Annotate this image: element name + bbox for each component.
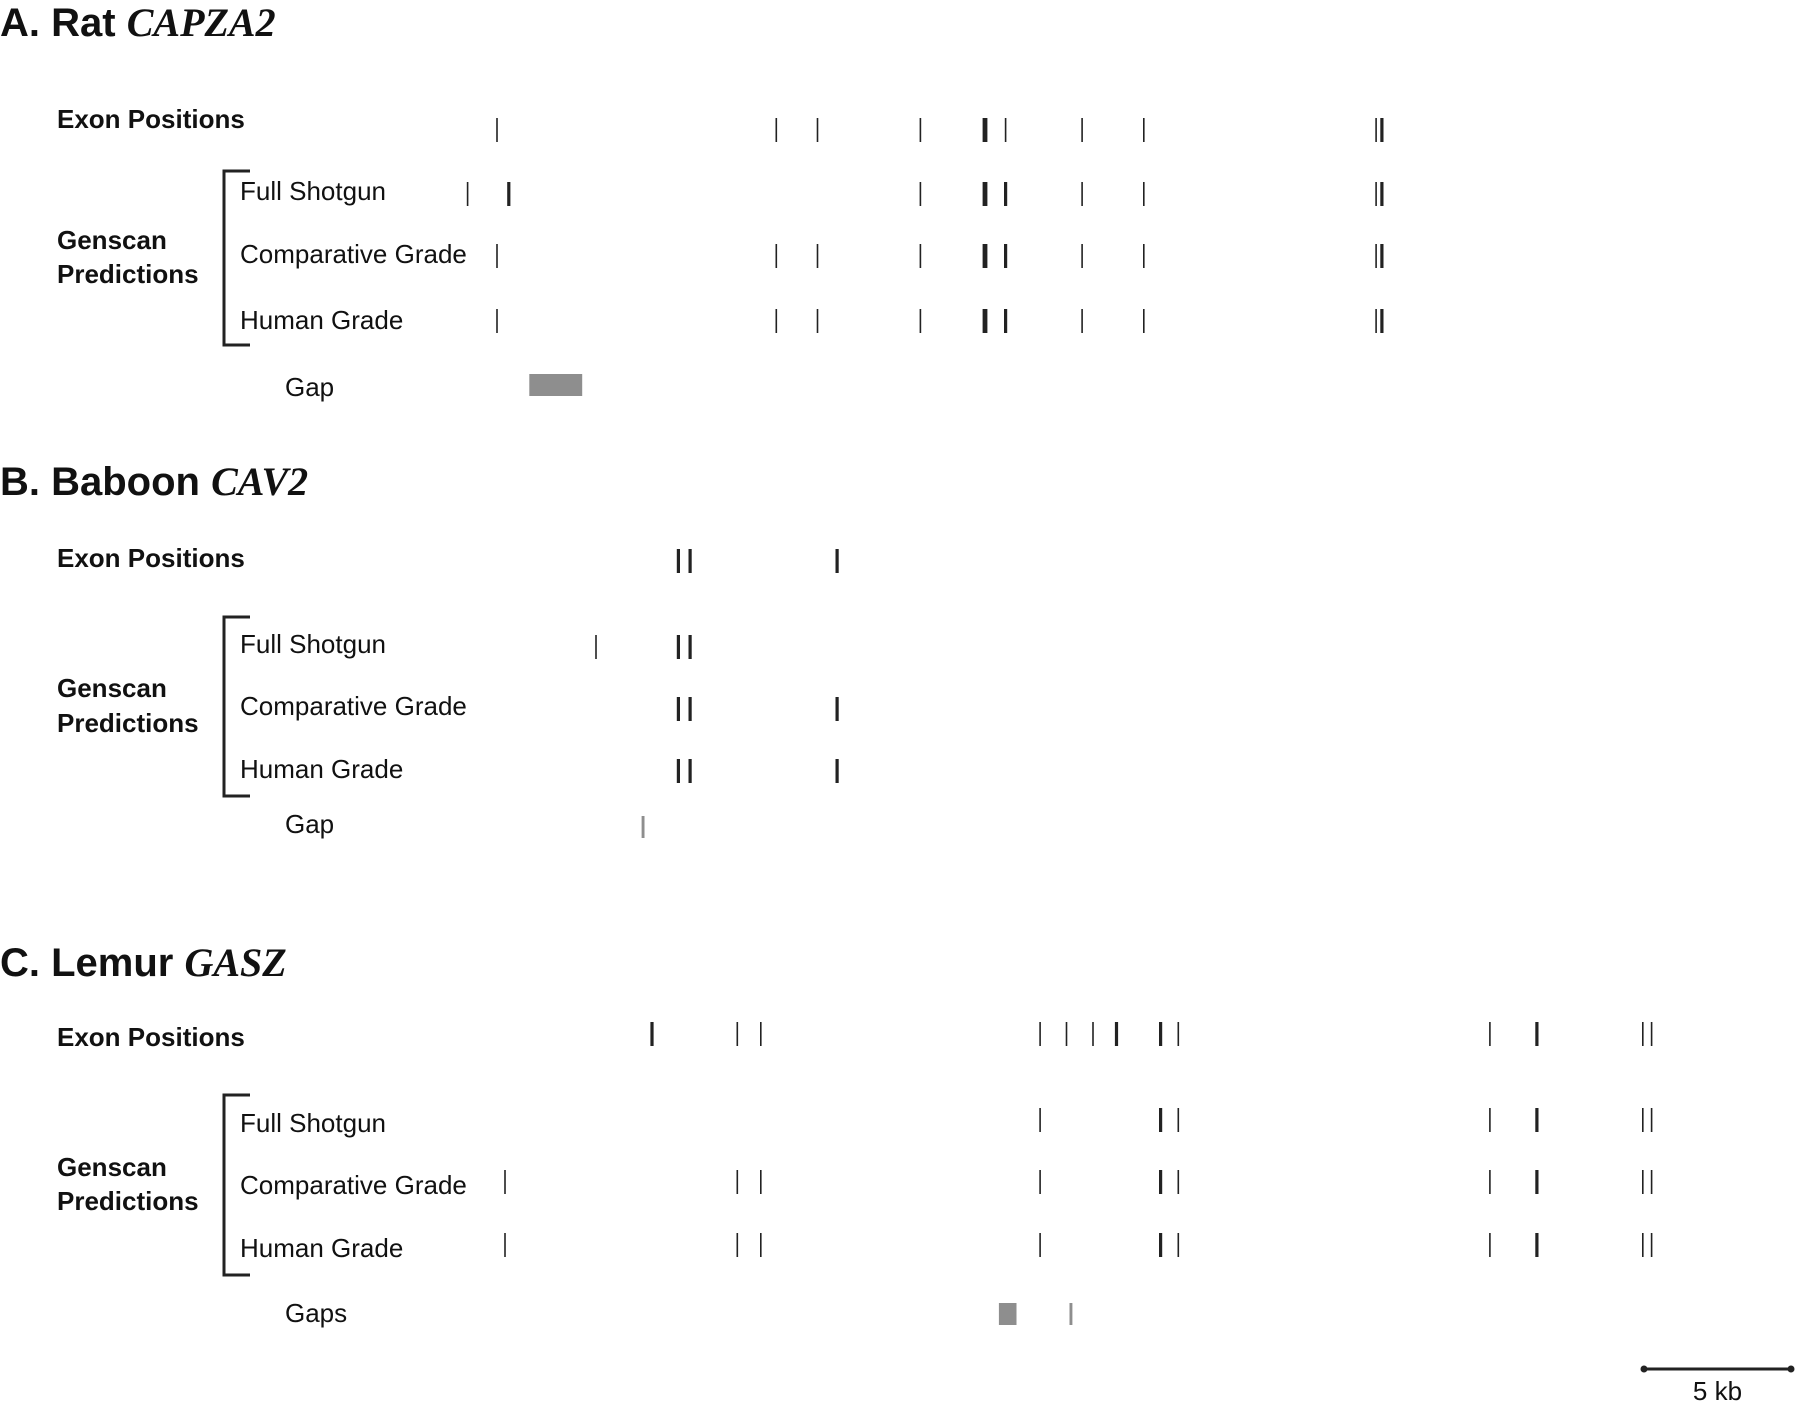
- panel-a-exon-positions-exon-mark-3: [920, 118, 922, 142]
- panel-c-human-grade-exon-mark-7: [1535, 1233, 1538, 1257]
- panel-b-gap-mark-0: [642, 816, 645, 838]
- panel-a-full-shotgun-exon-mark-1: [507, 182, 510, 206]
- panel-a-comparative-grade-exon-mark-3: [920, 244, 922, 268]
- panel-b-marks: [595, 549, 839, 838]
- panel-c-comparative-grade-exon-mark-3: [1039, 1170, 1041, 1194]
- panel-a-genscan-label-line1: Genscan: [57, 225, 167, 255]
- panel-b-title: B. Baboon CAV2: [0, 459, 309, 504]
- panel-c-comparative-grade-exon-mark-0: [504, 1170, 506, 1194]
- panel-a-exon-positions-label: Exon Positions: [57, 104, 245, 134]
- panel-a-full-shotgun-exon-mark-0: [467, 182, 469, 206]
- panel-a-full-shotgun-label: Full Shotgun: [240, 176, 386, 206]
- panel-a-comparative-grade-exon-mark-1: [776, 244, 778, 268]
- panel-a-comparative-grade-exon-mark-9: [1380, 244, 1383, 268]
- panel-c-gap-mark-0: [999, 1303, 1017, 1325]
- panel-c-human-grade-label: Human Grade: [240, 1233, 404, 1263]
- panel-a-exon-positions-exon-mark-6: [1081, 118, 1083, 142]
- panel-c-comparative-grade-exon-mark-9: [1651, 1170, 1653, 1194]
- panel-b-comparative-grade-label: Comparative Grade: [240, 691, 467, 721]
- panel-a-full-shotgun-exon-mark-8: [1380, 182, 1383, 206]
- panel-a-comparative-grade-exon-mark-5: [1004, 244, 1007, 268]
- panel-c-comparative-grade-exon-mark-8: [1642, 1170, 1644, 1194]
- panel-a-genscan-label-line2: Predictions: [57, 259, 199, 289]
- panel-b-human-grade-exon-mark-0: [677, 759, 680, 783]
- panel-c-human-grade-exon-mark-0: [504, 1233, 506, 1257]
- panel-b-genscan-label-line1: Genscan: [57, 673, 167, 703]
- panel-a-exon-positions-exon-mark-5: [1005, 118, 1007, 142]
- panel-c-human-grade-exon-mark-2: [760, 1233, 762, 1257]
- panel-a-exon-positions-exon-mark-1: [776, 118, 778, 142]
- panel-a-marks: [467, 118, 1384, 396]
- panel-c-full-shotgun-exon-mark-0: [1039, 1108, 1041, 1132]
- panel-a-comparative-grade-exon-mark-4: [983, 244, 988, 268]
- panel-b-exon-positions-exon-mark-1: [689, 549, 692, 573]
- panel-a-exon-positions-exon-mark-8: [1375, 118, 1377, 142]
- panel-c-exon-positions-exon-mark-12: [1651, 1022, 1653, 1046]
- panel-a-human-grade-exon-mark-2: [817, 309, 819, 333]
- panel-c-full-shotgun-exon-mark-4: [1535, 1108, 1538, 1132]
- panel-b-gap-label: Gap: [285, 809, 335, 839]
- panel-b-full-shotgun-exon-mark-0: [595, 635, 597, 659]
- panel-a-comparative-grade-exon-mark-6: [1081, 244, 1083, 268]
- scale-bar-left-cap: [1641, 1366, 1648, 1373]
- panel-c-exon-positions-exon-mark-3: [1039, 1022, 1041, 1046]
- panel-a-exon-positions-exon-mark-2: [817, 118, 819, 142]
- panel-a-full-shotgun-exon-mark-3: [983, 182, 988, 206]
- panel-c-full-shotgun-exon-mark-1: [1159, 1108, 1162, 1132]
- panel-a-full-shotgun-exon-mark-5: [1081, 182, 1083, 206]
- panel-c-exon-positions-label: Exon Positions: [57, 1022, 245, 1052]
- panel-a-full-shotgun-exon-mark-4: [1004, 182, 1007, 206]
- panel-c-exon-positions-exon-mark-4: [1066, 1022, 1068, 1046]
- panel-c-genscan-label-line2: Predictions: [57, 1186, 199, 1216]
- panel-a-human-grade-label: Human Grade: [240, 305, 404, 335]
- panel-c-title: C. Lemur GASZ: [0, 940, 287, 985]
- panel-a: [0, 0, 1384, 402]
- panel-a-human-grade-exon-mark-7: [1143, 309, 1145, 333]
- panel-c-comparative-grade-exon-mark-6: [1489, 1170, 1491, 1194]
- panel-c-comparative-grade-label: Comparative Grade: [240, 1170, 467, 1200]
- scale-bar: [1641, 1366, 1795, 1407]
- panel-a-human-grade-exon-mark-9: [1380, 309, 1383, 333]
- panel-c-exon-positions-exon-mark-9: [1489, 1022, 1491, 1046]
- panel-a-comparative-grade-exon-mark-8: [1375, 244, 1377, 268]
- panel-c-full-shotgun-label: Full Shotgun: [240, 1108, 386, 1138]
- panel-c-exon-positions-exon-mark-2: [760, 1022, 762, 1046]
- panel-b: [0, 459, 839, 839]
- panel-b-exon-positions-label: Exon Positions: [57, 543, 245, 573]
- panel-a-human-grade-exon-mark-1: [776, 309, 778, 333]
- panel-a-comparative-grade-exon-mark-7: [1143, 244, 1145, 268]
- panel-a-full-shotgun-exon-mark-2: [920, 182, 922, 206]
- panel-c-exon-positions-exon-mark-11: [1642, 1022, 1644, 1046]
- panel-c-full-shotgun-exon-mark-6: [1651, 1108, 1653, 1132]
- panel-a-comparative-grade-exon-mark-2: [817, 244, 819, 268]
- scale-bar-label: 5 kb: [1692, 1376, 1743, 1406]
- panel-c: [0, 940, 1652, 1328]
- panel-c-comparative-grade-exon-mark-4: [1159, 1170, 1162, 1194]
- panel-b-exon-positions-exon-mark-2: [836, 549, 839, 573]
- panel-c-gap-mark-1: [1070, 1303, 1073, 1325]
- panel-b-exon-positions-exon-mark-0: [677, 549, 680, 573]
- scale-bar-right-cap: [1788, 1366, 1795, 1373]
- panel-a-human-grade-exon-mark-6: [1081, 309, 1083, 333]
- panel-c-comparative-grade-exon-mark-2: [760, 1170, 762, 1194]
- panel-a-comparative-grade-exon-mark-0: [496, 244, 498, 268]
- panel-c-full-shotgun-exon-mark-5: [1642, 1108, 1644, 1132]
- panel-c-full-shotgun-exon-mark-3: [1489, 1108, 1491, 1132]
- panel-b-full-shotgun-exon-mark-2: [689, 635, 692, 659]
- panel-a-full-shotgun-exon-mark-6: [1143, 182, 1145, 206]
- panel-c-human-grade-exon-mark-9: [1651, 1233, 1653, 1257]
- panel-b-full-shotgun-label: Full Shotgun: [240, 629, 386, 659]
- panel-b-comparative-grade-exon-mark-0: [677, 697, 680, 721]
- panel-b-comparative-grade-exon-mark-2: [836, 697, 839, 721]
- panel-a-exon-positions-exon-mark-0: [496, 118, 498, 142]
- panel-c-gaps-label: Gaps: [285, 1298, 348, 1328]
- panel-c-exon-positions-exon-mark-0: [650, 1022, 653, 1046]
- panel-c-exon-positions-exon-mark-10: [1535, 1022, 1538, 1046]
- panel-a-exon-positions-exon-mark-9: [1380, 118, 1383, 142]
- panel-a-comparative-grade-label: Comparative Grade: [240, 239, 467, 269]
- panel-a-exon-positions-exon-mark-4: [983, 118, 988, 142]
- panel-a-full-shotgun-exon-mark-7: [1375, 182, 1377, 206]
- panel-b-comparative-grade-exon-mark-1: [689, 697, 692, 721]
- panel-c-human-grade-exon-mark-4: [1159, 1233, 1162, 1257]
- panel-c-comparative-grade-exon-mark-5: [1178, 1170, 1180, 1194]
- panel-c-exon-positions-exon-mark-5: [1092, 1022, 1094, 1046]
- panel-c-genscan-label-line1: Genscan: [57, 1152, 167, 1182]
- panel-b-full-shotgun-exon-mark-1: [677, 635, 680, 659]
- panel-c-marks: [504, 1022, 1652, 1325]
- panel-c-human-grade-exon-mark-5: [1178, 1233, 1180, 1257]
- panel-a-human-grade-exon-mark-8: [1375, 309, 1377, 333]
- panel-b-genscan-label-line2: Predictions: [57, 708, 199, 738]
- panel-b-human-grade-exon-mark-2: [836, 759, 839, 783]
- panel-a-title: A. Rat CAPZA2: [0, 0, 276, 45]
- panel-c-human-grade-exon-mark-6: [1489, 1233, 1491, 1257]
- panel-c-human-grade-exon-mark-8: [1642, 1233, 1644, 1257]
- panel-c-comparative-grade-exon-mark-7: [1535, 1170, 1538, 1194]
- panel-c-human-grade-exon-mark-3: [1039, 1233, 1041, 1257]
- panel-a-exon-positions-exon-mark-7: [1143, 118, 1145, 142]
- panel-c-comparative-grade-exon-mark-1: [737, 1170, 739, 1194]
- panel-a-gap-mark-0: [529, 374, 582, 396]
- panel-c-exon-positions-exon-mark-8: [1178, 1022, 1180, 1046]
- panel-a-human-grade-exon-mark-4: [983, 309, 988, 333]
- panel-b-human-grade-label: Human Grade: [240, 754, 404, 784]
- panel-a-human-grade-exon-mark-5: [1004, 309, 1007, 333]
- panel-c-human-grade-exon-mark-1: [737, 1233, 739, 1257]
- panel-a-gap-label: Gap: [285, 372, 335, 402]
- panel-a-human-grade-exon-mark-0: [496, 309, 498, 333]
- panel-b-human-grade-exon-mark-1: [689, 759, 692, 783]
- panel-c-exon-positions-exon-mark-6: [1115, 1022, 1118, 1046]
- panel-c-exon-positions-exon-mark-7: [1159, 1022, 1162, 1046]
- panel-c-exon-positions-exon-mark-1: [737, 1022, 739, 1046]
- panel-c-full-shotgun-exon-mark-2: [1178, 1108, 1180, 1132]
- panel-a-human-grade-exon-mark-3: [920, 309, 922, 333]
